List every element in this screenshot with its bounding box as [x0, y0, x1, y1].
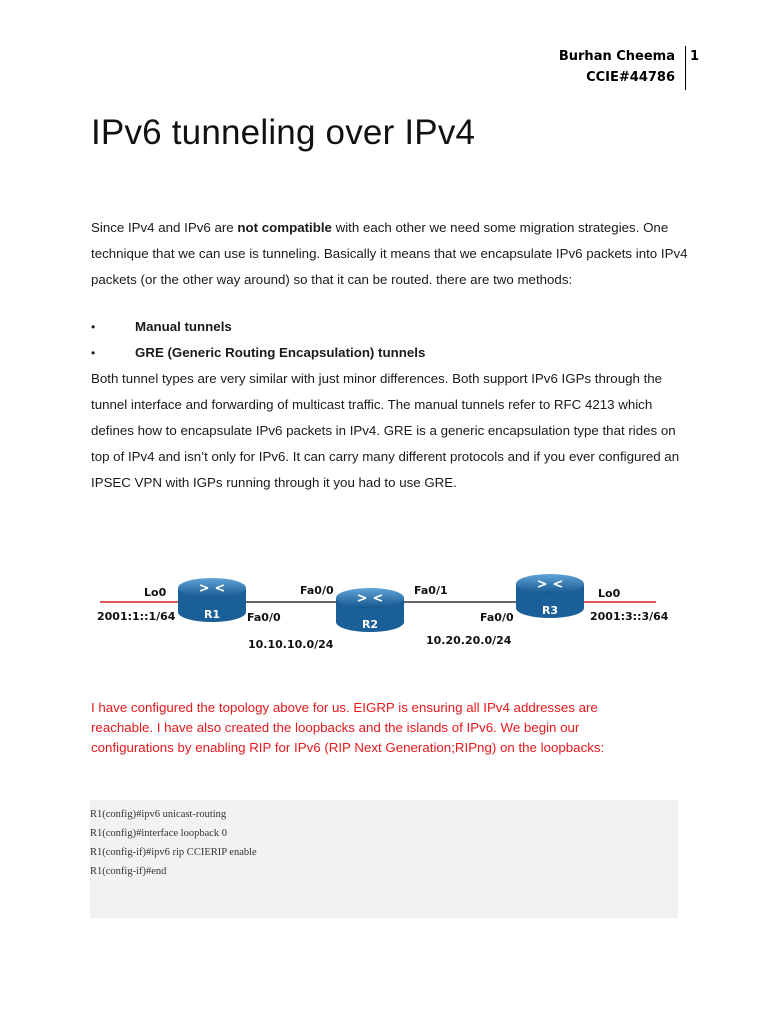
intro-text-end: with each other we need some migration strategies. One technique that we can use is tunneling. Basically it means that we encapsulate IPv6 packets into IPv4 packets (or the other way around) so that it can be routed. there are two methods: — [91, 220, 688, 287]
code-line: R1(config-if)#end — [90, 866, 167, 877]
r2-right-interface-label: Fa0/1 — [414, 584, 448, 597]
router-label: R3 — [541, 604, 559, 617]
bullet-icon: • — [91, 346, 96, 360]
code-line: R1(config)#interface loopback 0 — [90, 828, 228, 839]
network-1-label: 10.10.10.0/24 — [248, 638, 334, 651]
method-list — [91, 314, 691, 366]
cert-number: CCIE#44786 — [586, 70, 675, 85]
r1-interface-label: Fa0/0 — [247, 611, 281, 624]
router-label: R2 — [361, 618, 379, 631]
intro-bold-text: not compatible — [237, 220, 332, 235]
intro-text-start: Since IPv4 and IPv6 are — [91, 220, 238, 235]
bullet-icon: • — [91, 320, 96, 334]
code-line: R1(config-if)#ipv6 rip CCIERIP enable — [90, 847, 257, 858]
code-lines — [90, 805, 257, 881]
r3-loopback-address: 2001:3::3/64 — [590, 610, 669, 623]
author-name: Burhan Cheema — [558, 49, 675, 64]
router-r3-icon — [516, 574, 584, 618]
list-item-label: Manual tunnels — [135, 319, 232, 334]
r2-left-interface-label: Fa0/0 — [300, 584, 334, 597]
list-item — [91, 314, 691, 340]
list-item — [91, 340, 691, 366]
intro-paragraph — [91, 215, 691, 293]
r3-interface-label: Fa0/0 — [480, 611, 514, 624]
page-header — [559, 46, 686, 90]
router-r2-icon — [336, 588, 404, 632]
router-label: R1 — [203, 608, 221, 621]
topology-svg — [96, 566, 676, 656]
code-block — [90, 800, 678, 918]
r1-loopback-address: 2001:1::1/64 — [97, 610, 176, 623]
router-r1-icon — [178, 578, 246, 622]
page-number: 1 — [690, 49, 700, 64]
r1-loopback-label: Lo0 — [144, 586, 167, 599]
network-2-label: 10.20.20.0/24 — [426, 634, 512, 647]
configuration-note: I have configured the topology above for us. EIGRP is ensuring all IPv4 addresses are reachable. I have also created the loopbacks and the islands of IPv6. We begin our configurations by enabling RIP for IPv6 (RIP Next Generation;RIPng) on the loopbacks: — [91, 700, 605, 755]
page-title: IPv6 tunneling over IPv4 — [91, 113, 476, 152]
network-topology-diagram — [96, 566, 676, 656]
tunnel-types-paragraph: Both tunnel types are very similar with just minor differences. Both support IPv6 IGPs through the tunnel interface and forwarding of multicast traffic. The manual tunnels refer to RFC 4213 which defines how to encapsulate IPv6 packets in IPv4. GRE is a generic encapsulation type that rides on top of IPv4 and isn’t only for IPv6. It can carry many different protocols and if you ever configured an IPSEC VPN with IGPs running through it you had to use GRE. — [91, 371, 680, 490]
list-item-label: GRE (Generic Routing Encapsulation) tunnels — [135, 345, 426, 360]
r3-loopback-label: Lo0 — [598, 587, 621, 600]
code-line: R1(config)#ipv6 unicast-routing — [90, 809, 227, 820]
